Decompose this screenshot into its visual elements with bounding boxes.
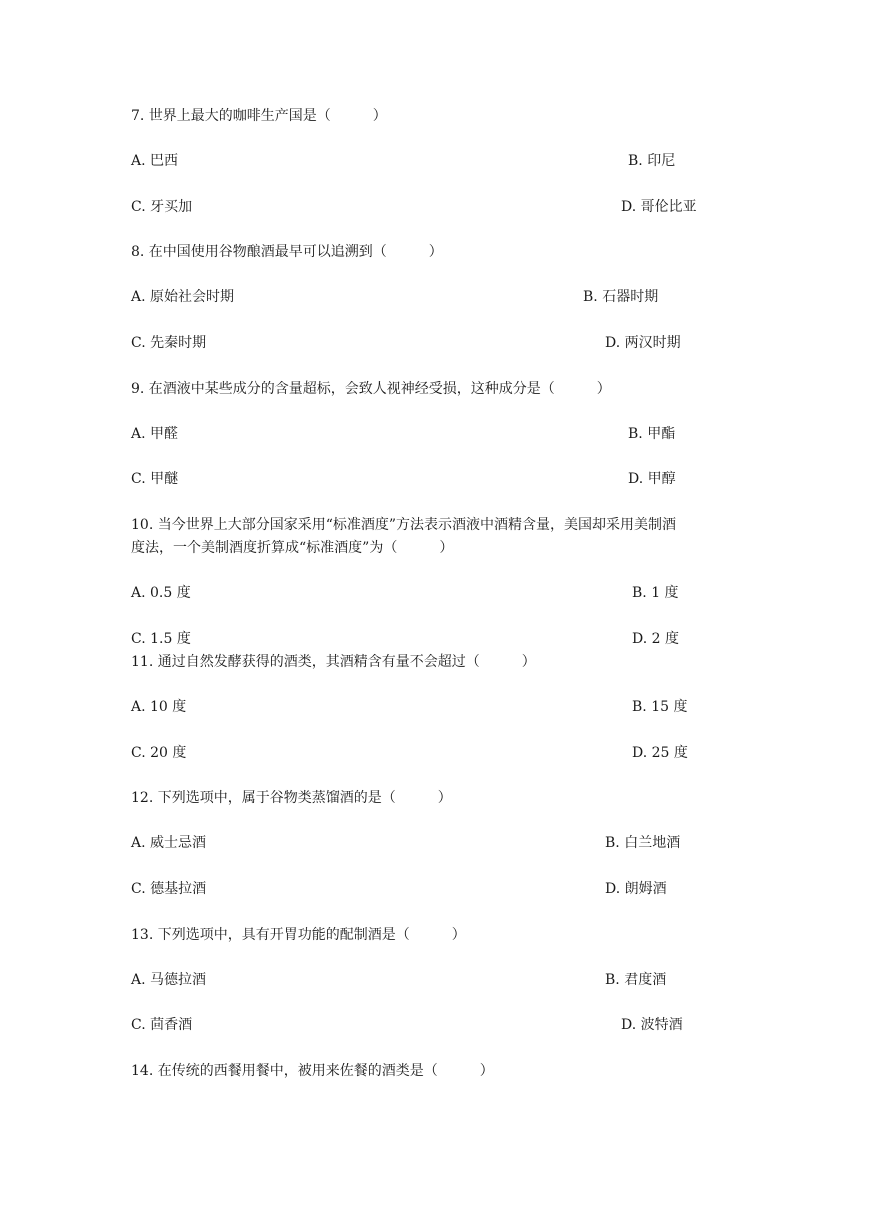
question-7-stem: 7. 世界上最大的咖啡生产国是（ ） xyxy=(131,108,387,124)
question-13-option-b: B. 君度酒 xyxy=(605,972,667,988)
question-10-option-c: C. 1.5 度 xyxy=(131,631,191,647)
question-13-option-c: C. 茴香酒 xyxy=(131,1017,193,1033)
question-11-option-a: A. 10 度 xyxy=(131,699,187,715)
question-12-stem: 12. 下列选项中，属于谷物类蒸馏酒的是（ ） xyxy=(131,790,452,806)
question-12-option-d: D. 朗姆酒 xyxy=(605,881,667,897)
question-9-option-b: B. 甲酯 xyxy=(628,426,676,442)
question-7-option-a: A. 巴西 xyxy=(131,153,179,169)
question-8-option-c: C. 先秦时期 xyxy=(131,335,207,351)
question-11-option-b: B. 15 度 xyxy=(632,699,688,715)
question-9-option-d: D. 甲醇 xyxy=(628,471,676,487)
question-10-stem-line-2: 度法，一个美制酒度折算成“标准酒度”为（ ） xyxy=(131,540,454,556)
question-10-option-a: A. 0.5 度 xyxy=(131,585,191,601)
question-10-option-b: B. 1 度 xyxy=(632,585,679,601)
question-13-stem: 13. 下列选项中，具有开胃功能的配制酒是（ ） xyxy=(131,927,466,943)
question-12-option-b: B. 白兰地酒 xyxy=(605,835,681,851)
question-11-stem: 11. 通过自然发酵获得的酒类，其酒精含有量不会超过（ ） xyxy=(131,654,536,670)
question-8-option-a: A. 原始社会时期 xyxy=(131,289,235,305)
question-13-option-a: A. 马德拉酒 xyxy=(131,972,207,988)
question-7-option-d: D. 哥伦比亚 xyxy=(621,199,697,215)
question-12-option-a: A. 威士忌酒 xyxy=(131,835,207,851)
question-10-stem-line-1: 10. 当今世界上大部分国家采用“标准酒度”方法表示酒液中酒精含量，美国却采用美制酒 xyxy=(131,517,677,533)
question-11-option-d: D. 25 度 xyxy=(632,745,688,761)
question-13-option-d: D. 波特酒 xyxy=(621,1017,683,1033)
question-7-option-b: B. 印尼 xyxy=(628,153,676,169)
question-9-option-a: A. 甲醛 xyxy=(131,426,179,442)
question-9-stem: 9. 在酒液中某些成分的含量超标，会致人视神经受损，这种成分是（ ） xyxy=(131,381,611,397)
question-7-option-c: C. 牙买加 xyxy=(131,199,193,215)
question-8-option-d: D. 两汉时期 xyxy=(605,335,681,351)
question-8-option-b: B. 石器时期 xyxy=(583,289,659,305)
question-11-option-c: C. 20 度 xyxy=(131,745,187,761)
question-14-stem: 14. 在传统的西餐用餐中，被用来佐餐的酒类是（ ） xyxy=(131,1063,494,1079)
question-10-option-d: D. 2 度 xyxy=(632,631,679,647)
question-9-option-c: C. 甲醚 xyxy=(131,471,179,487)
question-8-stem: 8. 在中国使用谷物酿酒最早可以追溯到（ ） xyxy=(131,244,443,260)
question-12-option-c: C. 德基拉酒 xyxy=(131,881,207,897)
